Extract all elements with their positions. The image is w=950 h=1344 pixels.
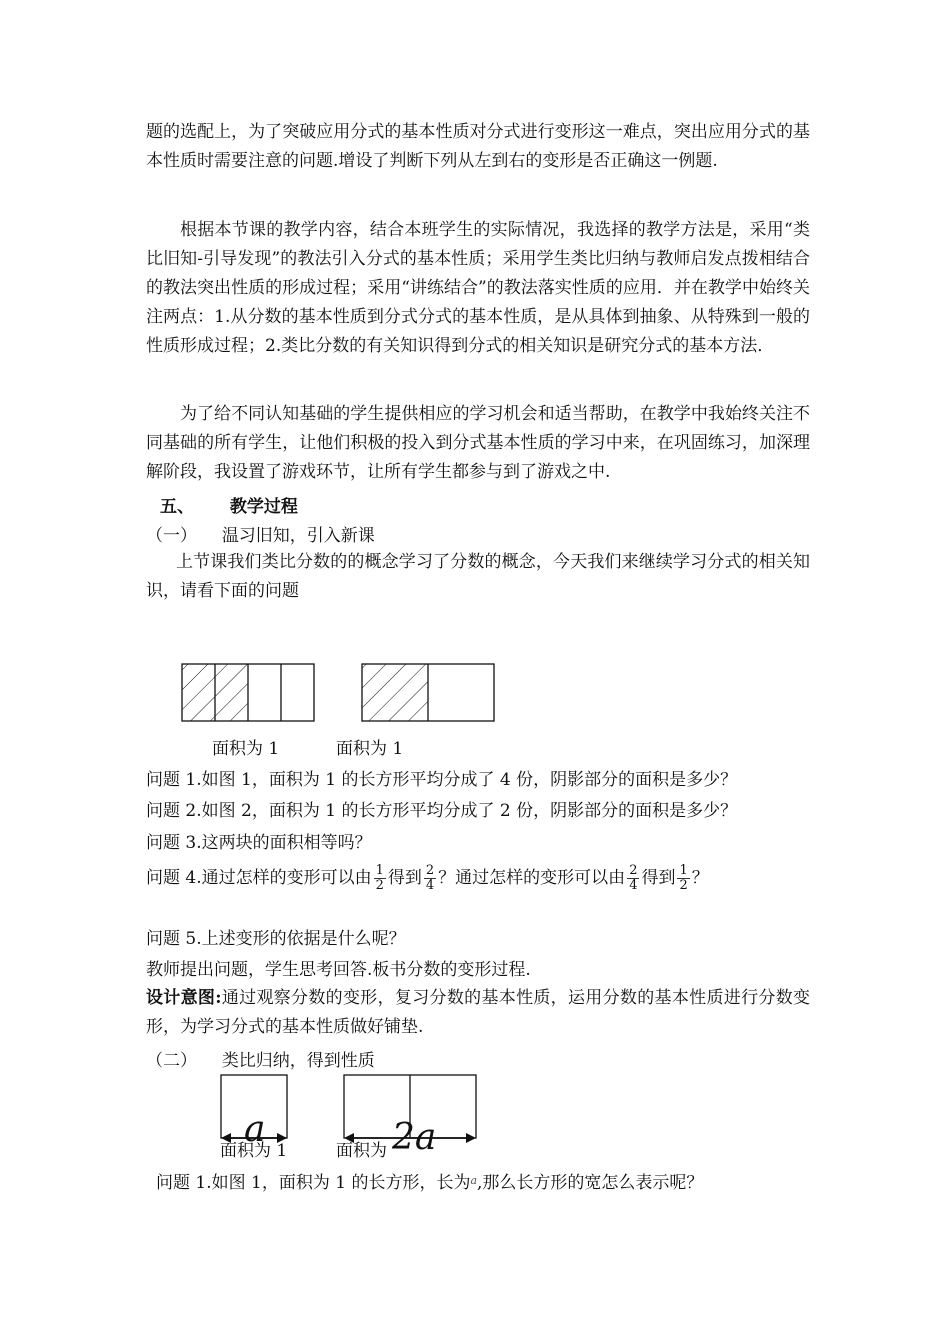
question-4-part-e: ？ <box>691 868 709 888</box>
teacher-line: 教师提出问题，学生思考回答.板书分数的变形过程. <box>146 960 531 980</box>
figure1-caption-a: 面积为 1 <box>212 739 280 759</box>
rectangle-four-parts <box>182 664 314 721</box>
subsection-number: （一） <box>146 526 197 546</box>
fraction-two-fourths <box>424 864 436 893</box>
shaded-region <box>362 664 428 721</box>
fraction-one-half <box>374 864 386 893</box>
question-2: 问题 2.如图 2，面积为 1 的长方形平均分成了 2 份，阴影部分的面积是多少？ <box>146 801 738 821</box>
question-4-part-c: ？通过怎样的变形可以由 <box>438 868 626 888</box>
fraction-one-half <box>677 864 689 893</box>
rectangle-two-parts <box>362 664 494 721</box>
figure-fraction-rectangles <box>176 656 506 728</box>
numerator: 1 <box>679 863 688 878</box>
section-heading <box>160 492 298 517</box>
question-4-part-b: 得到 <box>387 868 422 888</box>
question-4-part-a: 问题 4.通过怎样的变形可以由 <box>146 868 372 888</box>
subsection-title: 温习旧知，引入新课 <box>221 526 375 546</box>
paragraph-lesson-intro: 上节课我们类比分数的的概念学习了分数的概念，今天我们来继续学习分式的相关知识，请看下面的问题 <box>146 552 810 601</box>
question-4 <box>146 863 709 893</box>
numerator: 2 <box>629 863 638 878</box>
question-1: 问题 1.如图 1，面积为 1 的长方形平均分成了 4 份，阴影部分的面积是多少？ <box>146 770 738 790</box>
subsection-number: （二） <box>146 1051 197 1071</box>
figure2-caption-b: 面积为 <box>336 1141 387 1161</box>
section-number: 五、 <box>160 497 194 517</box>
denominator: 2 <box>679 878 688 893</box>
question-5: 问题 5.上述变形的依据是什么呢？ <box>146 929 406 949</box>
design-intent-label: 设计意图: <box>146 988 222 1008</box>
length-label-2a: 2a <box>392 1117 437 1158</box>
numerator: 1 <box>375 863 384 878</box>
design-intent <box>146 984 810 1042</box>
subsection-heading-1 <box>146 521 375 546</box>
figure2-caption-a: 面积为 1 <box>220 1141 288 1161</box>
variable-a: a <box>470 1174 478 1187</box>
section-title: 教学过程 <box>229 497 298 517</box>
fraction-two-fourths <box>627 864 639 893</box>
denominator: 2 <box>375 878 384 893</box>
length-label-a: a <box>244 1109 266 1150</box>
denominator: 4 <box>425 878 435 893</box>
question-width <box>156 1168 703 1193</box>
figure1-caption-b: 面积为 1 <box>336 739 404 759</box>
denominator: 4 <box>629 878 638 893</box>
paragraph-method-intro: 题的选配上，为了突破应用分式的基本性质对分式进行变形这一难点，突出应用分式的基本性质时需要注意的问题.增设了判断下列从左到右的变形是否正确这一例题. <box>146 122 810 171</box>
paragraph-learning-support: 为了给不同认知基础的学生提供相应的学习机会和适当帮助，在教学中我始终关注不同基础的所有学生，让他们积极的投入到分式基本性质的学习中来，在巩固练习，加深理解阶段，我设置了游戏环节，让所有学生都参与到了游戏之中. <box>146 404 810 482</box>
paragraph-teaching-method: 根据本节课的教学内容，结合本班学生的实际情况，我选择的教学方法是，采用“类比旧知-引导发现”的教法引入分式的基本性质；采用学生类比归纳与教师启发点拨相结合的教法突出性质的形成过程；采用“讲练结合”的教法落实性质的应用．并在教学中始终关注两点：1.从分数的基本性质到分式分式的基本性质，是从具体到抽象、从特殊到一般的性质形成过程；2.类比分数的有关知识得到分式的相关知识是研究分式的基本方法． <box>146 220 810 356</box>
question-3: 问题 3.这两块的面积相等吗？ <box>146 833 372 853</box>
numerator: 2 <box>425 863 435 878</box>
subsection-title: 类比归纳，得到性质 <box>221 1051 375 1071</box>
question-4-part-d: 得到 <box>641 868 676 888</box>
question-width-part-b: ,那么长方形的宽怎么表示呢？ <box>477 1173 704 1193</box>
design-intent-text: 通过观察分数的变形，复习分数的基本性质，运用分数的基本性质进行分数变形，为学习分式的基本性质做好铺垫. <box>146 988 810 1037</box>
question-width-part-a: 问题 1.如图 1，面积为 1 的长方形，长为 <box>156 1173 471 1193</box>
